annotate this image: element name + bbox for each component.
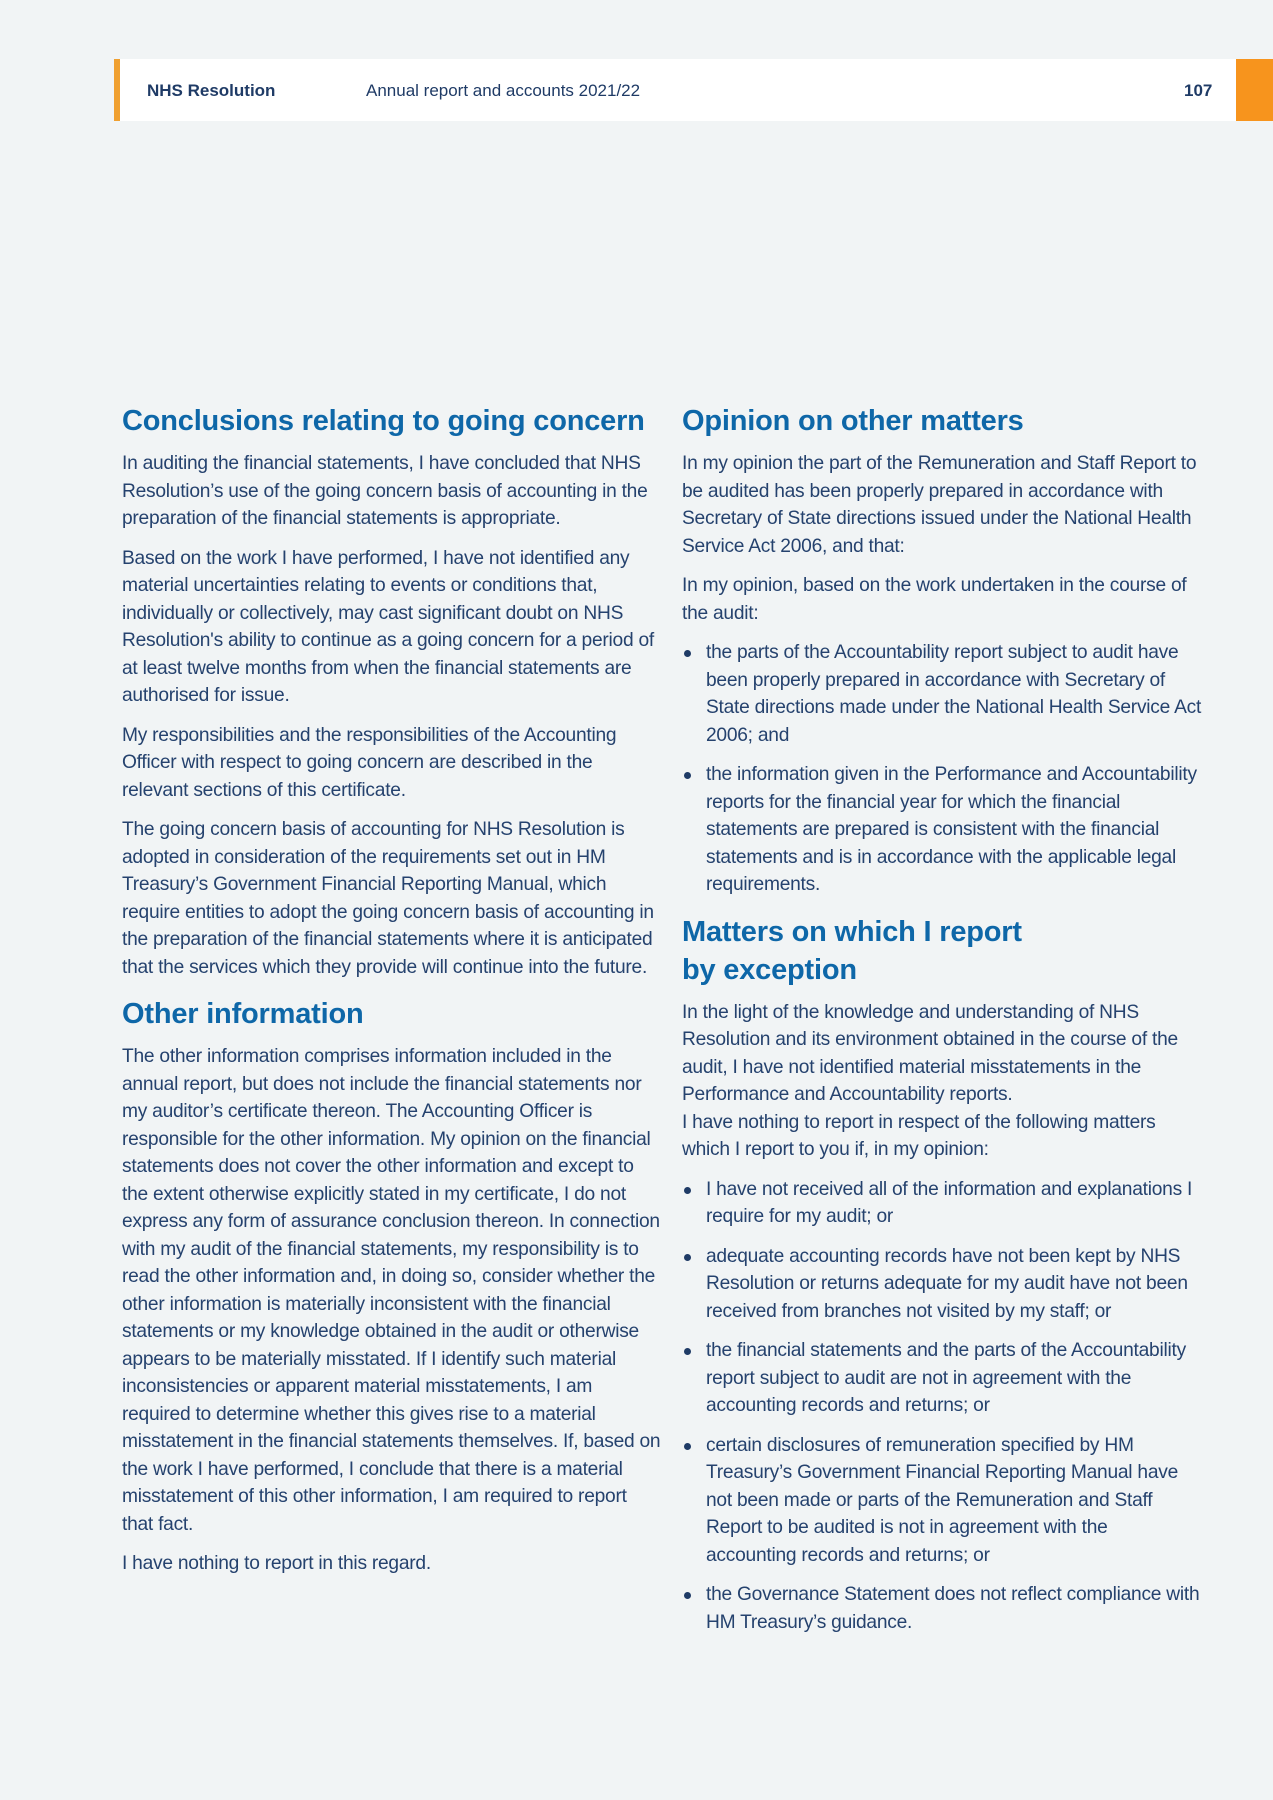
paragraph: In auditing the financial statements, I have concluded that NHS Resolution’s use of the going concern basis of accounting in the preparation of the financial statements is appropriate. (122, 453, 648, 529)
section-report-by-exception (682, 913, 1202, 1637)
page-tab-accent (1236, 59, 1273, 121)
bullet-icon (684, 650, 691, 657)
list-item (682, 639, 1202, 749)
organisation-name: NHS Resolution (147, 81, 276, 100)
bullet-icon (684, 1348, 691, 1355)
paragraph: The going concern basis of accounting for NHS Resolution is adopted in consideration of the requirements set out in HM Treasury’s Government Financial Reporting Manual, which require entities to adopt the going concern basis of accounting in the preparation of the financial statements where it is anticipated that the services which they provide will continue into the future. (122, 819, 654, 978)
page-number: 107 (1184, 81, 1213, 100)
list-item-text: I have not received all of the information and explanations I require for my audit; or (706, 1178, 1193, 1227)
running-header (114, 59, 1236, 121)
left-column (122, 402, 662, 1590)
section-going-concern (122, 402, 662, 981)
paragraph: I have nothing to report in this regard. (122, 1553, 431, 1574)
list-item-text: certain disclosures of remuneration specified by HM Treasury’s Government Financial Reporting Manual have not been made or parts of the Remuneration and Staff Report to be audited is not in agreement with the accounting records and returns; or (706, 1434, 1179, 1566)
paragraph: In my opinion, based on the work undertaken in the course of the audit: (682, 575, 1187, 624)
bullet-icon (684, 1254, 691, 1261)
paragraph: In my opinion the part of the Remuneration and Staff Report to be audited has been properly prepared in accordance with Secretary of State directions issued under the National Health Service Act 2006, and that: (682, 453, 1197, 557)
right-column (682, 402, 1202, 1648)
list-item-text: the parts of the Accountability report subject to audit have been properly prepared in accordance with Secretary of State directions made under the National Health Service Act 2006; and (706, 642, 1202, 746)
list-item (682, 1432, 1202, 1570)
list-item (682, 1243, 1202, 1326)
list-item-text: the Governance Statement does not reflect compliance with HM Treasury’s guidance. (706, 1584, 1200, 1633)
paragraph: I have nothing to report in respect of the following matters which I report to you if, in my opinion: (682, 1111, 1156, 1160)
section-heading: Opinion on other matters (682, 405, 1024, 437)
bullet-icon (684, 1187, 691, 1194)
section-heading: Conclusions relating to going concern (122, 405, 645, 437)
paragraph: The other information comprises information included in the annual report, but does not include the financial statements nor my auditor’s certificate thereon. The Accounting Officer is responsible for the other information. My opinion on the financial statements does not cover the other information and except to the extent otherwise explicitly stated in my certificate, I do not express any form of assurance conclusion thereon. In connection with my audit of the financial statements, my responsibility is to read the other information and, in doing so, consider whether the other information is materially inconsistent with the financial statements or my knowledge obtained in the audit or otherwise appears to be materially misstated. If I identify such material inconsistencies or apparent material misstatements, I am required to determine whether this gives rise to a material misstatement in the financial statements themselves. If, based on the work I have performed, I conclude that there is a material misstatement of this other information, I am required to report that fact. (122, 1046, 661, 1535)
report-title: Annual report and accounts 2021/22 (366, 81, 641, 100)
list-item-text: adequate accounting records have not been kept by NHS Resolution or returns adequate for my audit have not been received from branches not visited by my staff; or (706, 1245, 1188, 1322)
bullet-icon (684, 1443, 691, 1450)
section-other-information (122, 995, 662, 1578)
paragraph: In the light of the knowledge and understanding of NHS Resolution and its environment obtained in the course of the audit, I have not identified material misstatements in the Performance and Accountability reports. (682, 1001, 1178, 1105)
section-heading: Other information (122, 998, 364, 1030)
bullet-icon (684, 1592, 691, 1599)
paragraph: My responsibilities and the responsibilities of the Accounting Officer with respect to going concern are described in the relevant sections of this certificate. (122, 724, 617, 801)
section-heading: Matters on which I report by exception (682, 915, 1022, 986)
list-item (682, 1581, 1202, 1636)
list-item (682, 761, 1202, 899)
header-accent-bar-left (114, 59, 120, 121)
bullet-list (682, 639, 1202, 899)
list-item (682, 1176, 1202, 1231)
bullet-icon (684, 772, 691, 779)
bullet-list (682, 1176, 1202, 1637)
section-opinion-other-matters (682, 402, 1202, 899)
list-item-text: the information given in the Performance and Accountability reports for the financial year for which the financial statements are prepared is consistent with the financial statements and is in accordance with the applicable legal requirements. (706, 764, 1197, 895)
paragraph: Based on the work I have performed, I have not identified any material uncertainties relating to events or conditions that, individually or collectively, may cast significant doubt on NHS Resolution's ability to continue as a going concern for a period of at least twelve months from when the financial statements are authorised for issue. (122, 547, 654, 706)
list-item-text: the financial statements and the parts of the Accountability report subject to audit are not in agreement with the accounting records and returns; or (706, 1340, 1186, 1416)
list-item (682, 1337, 1202, 1420)
